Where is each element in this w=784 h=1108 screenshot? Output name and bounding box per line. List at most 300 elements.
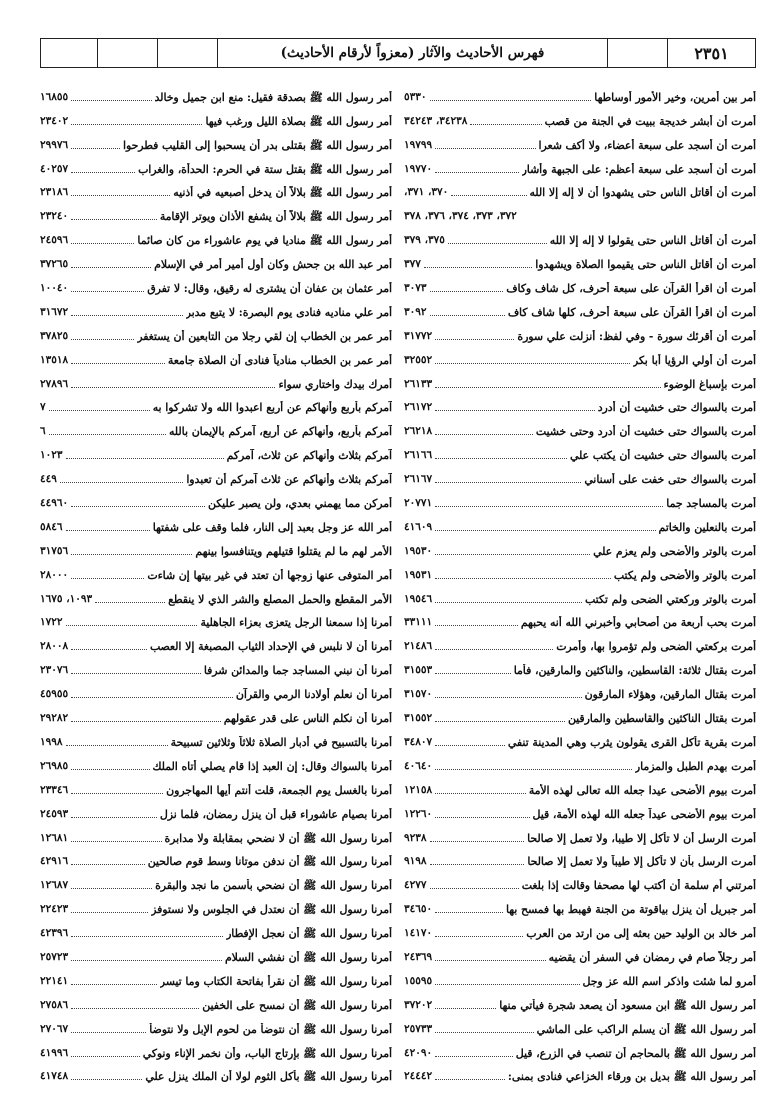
index-entry xyxy=(40,725,392,749)
leader-dots xyxy=(435,912,503,913)
index-entry xyxy=(404,343,756,367)
leader-dots xyxy=(430,100,592,101)
leader-dots xyxy=(435,554,590,555)
leader-dots xyxy=(430,864,525,865)
index-entry xyxy=(40,391,392,415)
index-entry xyxy=(40,1012,392,1036)
leader-dots xyxy=(66,625,198,626)
entry-text: أمرنا رسول الله ﷺ بإرتاج الباب، وأن نخمر الإناء ونوكي xyxy=(142,1046,392,1060)
index-entry xyxy=(40,414,392,438)
leader-dots xyxy=(430,315,505,316)
leader-dots xyxy=(435,817,529,818)
index-entry xyxy=(40,845,392,869)
entry-number: ٣١٧٥٦ xyxy=(40,544,69,557)
entry-number: ٢٥٧٢٣ xyxy=(40,950,69,963)
header-cell xyxy=(97,39,157,67)
leader-dots xyxy=(435,1079,505,1080)
entry-text: أمر جبريل أن ينزل بياقوتة من الجنة فهبط بها فمسح بها xyxy=(506,903,756,917)
entry-text: أمرت الرسل أن لا تأكل إلا طيبا، ولا تعمل إلا صالحا xyxy=(527,831,756,845)
entry-number: ٢٣٤٠٢ xyxy=(40,114,69,127)
leader-dots xyxy=(71,124,202,125)
entry-number: ٣٧٢٠٢ xyxy=(404,998,433,1011)
entry-text: أمرت أن أقاتل الناس حتى يقيموا الصلاة ويشهدوا xyxy=(535,258,756,272)
index-entry xyxy=(404,916,756,940)
index-entry xyxy=(40,1060,392,1084)
leader-dots xyxy=(435,1056,513,1057)
index-entry xyxy=(404,629,756,653)
leader-dots xyxy=(71,984,157,985)
index-entry xyxy=(40,606,392,630)
index-entry xyxy=(40,295,392,319)
entry-text: آمركم بثلاث وأنهاكم عن ثلاث، آمركم xyxy=(226,449,392,463)
entry-text: آمركم بثلاث وأنهاكم عن ثلاث آمركم أن تعبدوا xyxy=(186,473,392,487)
index-entry xyxy=(404,199,756,223)
entry-text: أمرت بالسواك حتى خشيت أن يكتب علي xyxy=(569,449,756,463)
entry-text: أمر رسول الله ﷺ بصدقة فقيل: منع ابن جميل وخالد xyxy=(154,90,392,104)
leader-dots xyxy=(71,697,233,698)
leader-dots xyxy=(71,864,144,865)
entry-text: أمر رسول الله ﷺ بصلاة الليل ورغب فيها xyxy=(205,114,392,128)
entry-number: ٢٦١٦٧ xyxy=(404,473,433,486)
entry-text: أمرنا بصيام عاشوراء قبل أن ينزل رمضان، فلما نزل xyxy=(159,807,392,821)
leader-dots xyxy=(435,697,581,698)
entry-number: ٣١٧٧٢ xyxy=(404,329,433,342)
entry-text: أمر عمر بن الخطاب إن لقي رجلا من التابعين أن يستغفر xyxy=(137,329,392,343)
leader-dots xyxy=(71,243,134,244)
entry-text: أمرت أن أقاتل الناس حتى يقولوا لا إله إلا الله xyxy=(549,234,756,248)
entry-number: ٢٣٢٤٠ xyxy=(40,210,69,223)
entry-number: ١٥٥٩٥ xyxy=(404,974,433,987)
leader-dots xyxy=(71,339,134,340)
index-entry xyxy=(40,653,392,677)
entry-text: أمر رسول الله ﷺ بقتلى بدر أن يسحبوا إلى القليب فطرحوا xyxy=(123,138,392,152)
entry-number: ٤١٧٤٨ xyxy=(40,1070,69,1083)
leader-dots xyxy=(435,578,611,579)
index-entry xyxy=(404,701,756,725)
entry-number: ٣١٥٥٣ xyxy=(404,664,433,677)
entry-text: أمر عمر بن الخطاب منادياً فنادى أن الصلاة جامعة xyxy=(167,353,392,367)
entry-number: ٢٦١٧٢ xyxy=(404,401,433,414)
leader-dots xyxy=(435,410,595,411)
index-entry xyxy=(404,510,756,534)
index-entry xyxy=(404,391,756,415)
entry-number: ٣٤٢٣٨، ٣٤٢٤٣ xyxy=(404,114,468,127)
leader-dots xyxy=(71,1079,142,1080)
index-entry xyxy=(40,343,392,367)
entry-text: أمرت أن أقرئك سورة - وفي لفظ: أنزلت علي سورة xyxy=(517,329,756,343)
entry-text: أمرت بقتال المارقين، وهؤلاء المارقون xyxy=(584,688,756,702)
entry-number: ٢٦١٣٣ xyxy=(404,377,433,390)
leader-dots xyxy=(71,1008,199,1009)
entry-text: أمرت أن أقاتل الناس حتى يشهدوا أن لا إله إلا الله xyxy=(529,186,756,200)
index-entry xyxy=(404,152,756,176)
entry-number: ٢١٤٨٦ xyxy=(404,640,433,653)
index-entry xyxy=(40,868,392,892)
leader-dots xyxy=(435,793,526,794)
entry-number: ٢٨٠٠٠ xyxy=(40,568,69,581)
leader-dots xyxy=(435,530,655,531)
index-entry xyxy=(40,271,392,295)
entry-number: ٣٧٥، ٣٧٩ xyxy=(404,234,445,247)
index-entry xyxy=(40,558,392,582)
entry-number: ١٣٥١٨ xyxy=(40,353,69,366)
leader-dots xyxy=(71,387,275,388)
index-entry xyxy=(404,319,756,343)
entry-number: ١٩٩٨ xyxy=(40,735,63,748)
leader-dots xyxy=(470,124,541,125)
entry-number: ٥٨٤٦ xyxy=(40,520,63,533)
entry-number: ٤٤٩ xyxy=(40,473,57,486)
leader-dots xyxy=(60,482,183,483)
entry-number: ١٦٨٥٥ xyxy=(40,90,69,103)
entry-text: الأمر لهم ما لم يقتلوا قتيلهم ويتنافسوا بينهم xyxy=(195,544,392,558)
entry-number: ٢٨٠٠٨ xyxy=(40,640,69,653)
entry-text: أمرو لما شئت واذكر اسم الله عز وجل xyxy=(582,974,756,988)
index-entry xyxy=(40,510,392,534)
entry-text: أمرنا إذا سمعنا الرجل يتعزى بعزاء الجاهلية xyxy=(200,616,392,630)
leader-dots xyxy=(435,434,533,435)
leader-dots xyxy=(71,649,147,650)
entry-text: أمرت أن أولي الرؤيا أبا بكر xyxy=(632,353,756,367)
entry-text: أمر رسول الله ﷺ بلالاً أن يشفع الأذان ويوتر الإقامة xyxy=(159,210,392,224)
entry-number: ٣٧٢، ٣٧٣، ٣٧٤، ٣٧٦، ٣٧٨ xyxy=(404,210,517,223)
index-entry xyxy=(40,247,392,271)
index-entry xyxy=(404,821,756,845)
index-entry xyxy=(40,582,392,606)
leader-dots xyxy=(71,912,148,913)
entry-text: أمرت بإسباغ الوضوء xyxy=(663,377,756,391)
entry-text: أمر خالد بن الوليد حين بعثه إلى من ارتد من العرب xyxy=(526,927,756,941)
entry-number: ٢٣١٨٦ xyxy=(40,186,69,199)
entry-text: أمرت بيوم الأضحى عيداً جعله الله لهذه الأمة، قيل xyxy=(532,807,756,821)
leader-dots xyxy=(66,530,150,531)
leader-dots xyxy=(71,315,182,316)
entry-text: أمرت أن أسجد على سبعة أعظم: على الجبهة وأشار xyxy=(521,162,756,176)
index-entry xyxy=(404,845,756,869)
entry-number: ١٠٢٣ xyxy=(40,449,63,462)
entry-number: ٢٣٠٧٦ xyxy=(40,664,69,677)
leader-dots xyxy=(71,195,170,196)
entry-text: أمرنا أن نعلم أولادنا الرمي والقرآن xyxy=(235,688,392,702)
leader-dots xyxy=(435,673,511,674)
entry-text: أمر الله عز وجل بعبد إلى النار، فلما وقف على شفتها xyxy=(152,520,392,534)
entry-number: ٣٧٨٢٥ xyxy=(40,329,69,342)
header-cell xyxy=(157,39,217,67)
entry-number: ٣١٥٧٠ xyxy=(404,688,433,701)
entry-number: ٣٤٨٠٧ xyxy=(404,735,433,748)
leader-dots xyxy=(435,721,565,722)
entry-text: أمركن مما يهمني بعدي، ولن يصبر عليكن xyxy=(207,497,392,511)
leader-dots xyxy=(66,458,224,459)
index-columns xyxy=(40,80,756,1085)
entry-text: أمرنا رسول الله ﷺ بأكل الثوم لولا أن الملك ينزل علي xyxy=(145,1070,392,1084)
entry-number: ٢٠٧٧١ xyxy=(404,497,433,510)
entry-number: ٣٧٠، ٣٧١، xyxy=(404,186,449,199)
index-entry xyxy=(404,725,756,749)
leader-dots xyxy=(448,243,547,244)
leader-dots xyxy=(71,506,205,507)
index-entry xyxy=(40,964,392,988)
index-entry xyxy=(40,773,392,797)
entry-number: ١٩٧٧٠ xyxy=(404,162,433,175)
leader-dots xyxy=(71,721,221,722)
entry-number: ٤٢٧٧ xyxy=(404,879,427,892)
entry-text: أمرنا رسول الله ﷺ أن نقرأ بفاتحة الكتاب وما تيسر xyxy=(159,974,392,988)
entry-text: أمرنا رسول الله ﷺ أن نتوضأ من لحوم الإبل ولا نتوضأ xyxy=(149,1022,392,1036)
index-entry xyxy=(40,486,392,510)
entry-number: ٢٩٢٨٢ xyxy=(40,712,69,725)
leader-dots xyxy=(424,267,532,268)
leader-dots xyxy=(71,148,120,149)
leader-dots xyxy=(71,673,201,674)
index-entry xyxy=(40,80,392,104)
index-entry xyxy=(40,367,392,391)
entry-number: ٧ xyxy=(40,401,46,414)
leader-dots xyxy=(71,219,157,220)
entry-text: أمرنا رسول الله ﷺ أن نعتدل في الجلوس ولا نستوفز xyxy=(151,903,392,917)
entry-number: ٢٥٧٣٣ xyxy=(404,1022,433,1035)
leader-dots xyxy=(49,434,166,435)
entry-text: أمر رسول الله ﷺ بديل بن ورقاء الخزاعي فنادى بمنى: xyxy=(507,1070,756,1084)
index-entry xyxy=(404,868,756,892)
entry-text: أمر رسول الله ﷺ أن يسلم الراكب على الماشي xyxy=(536,1022,756,1036)
leader-dots xyxy=(435,387,660,388)
entry-number: ٤٤٩٦٠ xyxy=(40,497,69,510)
entry-text: أمرنا رسول الله ﷺ أن نعجل الإفطار xyxy=(226,927,392,941)
leader-dots xyxy=(71,291,144,292)
index-entry xyxy=(40,629,392,653)
index-entry xyxy=(404,367,756,391)
index-entry xyxy=(40,128,392,152)
leader-dots xyxy=(71,172,135,173)
entry-text: أمرت بقتال ثلاثة: القاسطين، والناكثين والمارقين، فأما xyxy=(513,664,756,678)
index-entry xyxy=(404,247,756,271)
entry-number: ٢٧٠٦٧ xyxy=(40,1022,69,1035)
entry-number: ١٢٦٨٧ xyxy=(40,879,69,892)
leader-dots xyxy=(435,482,581,483)
entry-text: آمركم بأربع، وأنهاكم عن أربع، آمركم بالإيمان بالله xyxy=(169,425,392,439)
leader-dots xyxy=(95,602,165,603)
leader-dots xyxy=(435,745,505,746)
entry-number: ١٧٢٢ xyxy=(40,616,63,629)
entry-text: أمرت بيوم الأضحى عيدا جعله الله تعالى لهذه الأمة xyxy=(528,783,756,797)
entry-number: ١٤١٧٠ xyxy=(404,927,433,940)
index-entry xyxy=(40,534,392,558)
index-entry xyxy=(404,797,756,821)
index-entry xyxy=(404,438,756,462)
entry-number: ٣١٦٧٢ xyxy=(40,305,69,318)
index-entry xyxy=(404,749,756,773)
index-entry xyxy=(404,295,756,319)
entry-text: أمر عبد الله بن جحش وكان أول أمير أمر في الإسلام xyxy=(154,258,392,272)
entry-text: الأمر المقطع والحمل المصلع والشر الذي لا ينقطع xyxy=(168,592,392,606)
index-entry xyxy=(40,677,392,701)
left-column xyxy=(40,80,392,1085)
entry-text: أمرنا أن لا نلبس في الإحداد الثياب المصبغة إلا العصب xyxy=(149,640,392,654)
index-entry xyxy=(40,199,392,223)
entry-number: ٢٤٣٦٩ xyxy=(404,950,433,963)
entry-number: ١٠٩٣، ١٦٧٥ xyxy=(40,592,93,605)
leader-dots xyxy=(71,888,152,889)
entry-number: ٤٠٢٥٧ xyxy=(40,162,69,175)
entry-number: ١٩٧٩٩ xyxy=(404,138,433,151)
entry-number: ٢٦٩٨٥ xyxy=(40,759,69,772)
index-entry xyxy=(40,462,392,486)
entry-text: أمرت بالوتر والأضحى ولم يعزم علي xyxy=(593,544,756,558)
entry-text: أمرت بحب أربعة من أصحابي وأخبرني الله أنه يحبهم xyxy=(520,616,756,630)
leader-dots xyxy=(435,602,582,603)
entry-text: أمرت بهدم الطبل والمزمار xyxy=(634,759,756,773)
index-entry xyxy=(404,1012,756,1036)
entry-text: أمر المتوفى عنها زوجها أن تعتد في غير بيتها إن شاءت xyxy=(147,568,392,582)
index-entry xyxy=(404,223,756,247)
entry-number: ٢٤٤٤٢ xyxy=(404,1070,433,1083)
entry-text: أمرت بالوتر وركعتي الضحى ولم تكتب xyxy=(585,592,756,606)
leader-dots xyxy=(435,458,567,459)
entry-number: ١٩٥٣١ xyxy=(404,568,433,581)
index-entry xyxy=(404,653,756,677)
entry-text: أمرت بالمساجد جما xyxy=(666,497,756,511)
leader-dots xyxy=(451,195,526,196)
entry-number: ١٩٥٤٦ xyxy=(404,592,433,605)
entry-number: ٦ xyxy=(40,425,46,438)
leader-dots xyxy=(71,267,151,268)
index-entry xyxy=(404,773,756,797)
entry-number: ٣٣١١١ xyxy=(404,616,433,629)
leader-dots xyxy=(71,841,161,842)
entry-number: ٤٠٦٤٠ xyxy=(404,759,433,772)
index-entry xyxy=(404,606,756,630)
leader-dots xyxy=(435,984,579,985)
entry-number: ٢٢٤٢٣ xyxy=(40,903,69,916)
entry-number: ٢٣٣٤٦ xyxy=(40,783,69,796)
entry-number: ٣٢٥٥٢ xyxy=(404,353,433,366)
entry-text: أمرنا رسول الله ﷺ أن ندفن موتانا وسط قوم صالحين xyxy=(147,855,392,869)
index-entry xyxy=(40,749,392,773)
index-entry xyxy=(40,104,392,128)
leader-dots xyxy=(435,506,663,507)
index-entry xyxy=(404,892,756,916)
entry-number: ٤١٦٠٩ xyxy=(404,520,433,533)
entry-text: أمرنا رسول الله ﷺ أن نضحي بأسمن ما نجد والبقرة xyxy=(155,879,392,893)
entry-text: أمرت بالنعلين والخاتم xyxy=(658,520,756,534)
index-entry xyxy=(40,438,392,462)
leader-dots xyxy=(49,410,150,411)
index-entry xyxy=(40,1036,392,1060)
right-column xyxy=(404,80,756,1085)
index-entry xyxy=(40,940,392,964)
leader-dots xyxy=(435,1032,533,1033)
leader-dots xyxy=(71,1032,146,1033)
entry-text: أمرنا أن نبني المساجد جما والمدائن شرفا xyxy=(203,664,392,678)
entry-text: أمر رسول الله ﷺ بلالاً أن يدخل أصبعيه في أذنيه xyxy=(173,186,392,200)
entry-number: ١٢٦٨١ xyxy=(40,831,69,844)
leader-dots xyxy=(435,625,518,626)
entry-number: ٣٠٧٣ xyxy=(404,282,427,295)
index-entry xyxy=(404,128,756,152)
leader-dots xyxy=(71,363,165,364)
index-entry xyxy=(40,988,392,1012)
leader-dots xyxy=(71,793,163,794)
entry-text: أمرنا بالغسل يوم الجمعة، قلت أنتم أيها المهاجرون xyxy=(166,783,392,797)
index-entry xyxy=(40,223,392,247)
column-gutter xyxy=(392,80,404,1085)
entry-text: أمرت بقرية تأكل القرى يقولون يثرب وهي المدينة تنفي xyxy=(507,735,756,749)
leader-dots xyxy=(435,1008,496,1009)
entry-number: ٩١٩٨ xyxy=(404,855,427,868)
entry-text: أمرك بيدك واختاري سواء xyxy=(278,377,392,391)
leader-dots xyxy=(435,172,518,173)
entry-text: آمركم بأربع وأنهاكم عن أربع اعبدوا الله ولا تشركوا به xyxy=(152,401,392,415)
entry-text: أمرت بالوتر والأضحى ولم يكتب xyxy=(613,568,756,582)
entry-number: ١٩٥٣٠ xyxy=(404,544,433,557)
entry-text: أمرتني أم سلمة أن أكتب لها مصحفا وقالت إذا بلغت xyxy=(521,879,756,893)
index-entry xyxy=(404,988,756,1012)
entry-text: أمرت بالسواك حتى خشيت أن أدرد xyxy=(597,401,756,415)
entry-number: ٤٢٣٩٦ xyxy=(40,927,69,940)
entry-text: أمرنا أن نكلم الناس على قدر عقولهم xyxy=(223,712,392,726)
entry-text: أمرت أن اقرأ القرآن على سبعة أحرف، كلها شاف كاف xyxy=(507,305,756,319)
index-entry xyxy=(404,1036,756,1060)
leader-dots xyxy=(435,936,523,937)
entry-number: ٢٤٥٩٦ xyxy=(40,234,69,247)
entry-number: ٤٢٠٩٠ xyxy=(404,1046,433,1059)
page-title: فهرس الأحاديث والآثار (معزواً لأرقام الأحاديث) xyxy=(217,39,607,67)
header-cell xyxy=(41,39,97,67)
entry-text: أمرنا رسول الله ﷺ أن لا نضحي بمقابلة ولا مدابرة xyxy=(164,831,392,845)
entry-number: ٢٧٥٨٦ xyxy=(40,998,69,1011)
entry-text: أمر رسول الله ﷺ ابن مسعود أن يصعد شجرة فيأتي منها xyxy=(499,998,756,1012)
entry-text: أمر رسول الله ﷺ بالمحاجم أن تنصب في الزرع، قيل xyxy=(515,1046,756,1060)
entry-text: أمرت أن أبشر خديجة ببيت في الجنة من قصب xyxy=(544,114,756,128)
index-entry xyxy=(404,486,756,510)
entry-text: أمر رسول الله ﷺ مناديا في يوم عاشوراء من كان صائما xyxy=(137,234,392,248)
index-entry xyxy=(404,1060,756,1084)
entry-number: ١٢٢٦٠ xyxy=(404,807,433,820)
leader-dots xyxy=(435,363,630,364)
index-entry xyxy=(40,152,392,176)
entry-text: أمرنا بالتسبيح في أدبار الصلاة ثلاثاً وثلاثين تسبيحة xyxy=(170,735,392,749)
index-entry xyxy=(404,558,756,582)
entry-text: أمرت بالسواك حتى خفت على أسناني xyxy=(584,473,756,487)
entry-number: ٤١٩٩٦ xyxy=(40,1046,69,1059)
leader-dots xyxy=(435,148,535,149)
index-entry xyxy=(404,582,756,606)
leader-dots xyxy=(71,578,144,579)
entry-text: أمر علي مناديه فنادى يوم البصرة: لا يتبع مدبر xyxy=(185,305,392,319)
entry-number: ٣٠٩٢ xyxy=(404,305,427,318)
index-entry xyxy=(404,104,756,128)
entry-text: أمرت أن اقرأ القرآن على سبعة أحرف، كل شاف وكاف xyxy=(506,282,756,296)
entry-text: أمرت أن أسجد على سبعة أعضاء، ولا أكف شعرا xyxy=(538,138,756,152)
entry-text: أمر بين أمرين، وخير الأمور أوساطها xyxy=(594,90,756,104)
leader-dots xyxy=(71,769,149,770)
index-entry xyxy=(40,916,392,940)
index-entry xyxy=(404,176,756,200)
entry-number: ٢٦٢١٨ xyxy=(404,425,433,438)
index-entry xyxy=(404,462,756,486)
entry-number: ٢٦١٦٦ xyxy=(404,449,433,462)
entry-number: ١٢١٥٨ xyxy=(404,783,433,796)
leader-dots xyxy=(71,960,222,961)
entry-text: أمرت بقتال الناكثين والقاسطين والمارقين xyxy=(567,712,756,726)
index-entry xyxy=(404,80,756,104)
entry-number: ٣١٥٥٢ xyxy=(404,712,433,725)
entry-number: ٢٧٨٩٦ xyxy=(40,377,69,390)
leader-dots xyxy=(435,339,514,340)
leader-dots xyxy=(71,936,223,937)
leader-dots xyxy=(435,769,632,770)
